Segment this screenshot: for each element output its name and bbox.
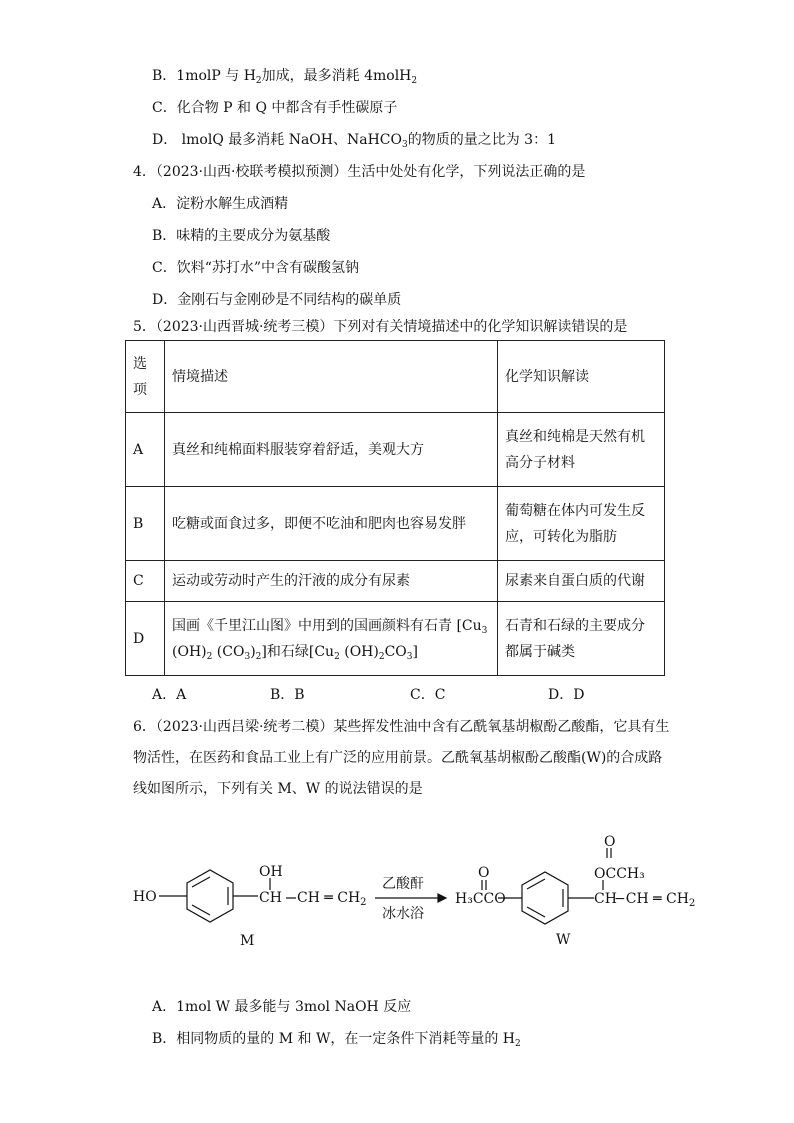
table-row	[126, 561, 665, 602]
q4-option-b: B．味精的主要成分为氨基酸	[152, 228, 331, 244]
m-ch-label: CH	[259, 890, 282, 906]
row-description: 吃糖或面食过多，即便不吃油和肥肉也容易发胖	[165, 487, 498, 561]
q5-table	[125, 340, 665, 676]
m-oh-label: OH	[259, 864, 283, 880]
q5-answer-d: D．D	[548, 687, 585, 703]
q6-option-a: A．1mol W 最多能与 3mol NaOH 反应	[152, 999, 412, 1015]
row-description: 国画《千里江山图》中用到的国画颜料有石青 [$Cu_3$ $(OH)_2$ $(CO_3)_2$]和石绿[$Cu_2$ $(OH)_2CO_3$]	[165, 602, 498, 676]
table-header-row	[126, 341, 665, 413]
w-compound-label: W	[556, 932, 571, 948]
q6-option-b: B．相同物质的量的 M 和 W，在一定条件下消耗等量的 $H_2$	[152, 1031, 521, 1049]
w-carbonyl-o-left: O	[478, 865, 490, 881]
w-carbonyl-o-top: O	[604, 834, 616, 850]
row-explanation: 尿素来自蛋白质的代谢	[498, 561, 665, 602]
row-option: A	[126, 413, 165, 487]
m-ho-label: HO	[133, 889, 157, 905]
row-option: B	[126, 487, 165, 561]
w-occh3-label: OCCH₃	[594, 866, 645, 882]
q4-option-a: A．淀粉水解生成酒精	[152, 196, 289, 212]
reagent-bottom-label: 冰水浴	[382, 906, 424, 922]
benzene-ring-m	[187, 870, 233, 922]
header-option: 选项	[126, 341, 165, 413]
table-row	[126, 487, 665, 561]
row-option: D	[126, 602, 165, 676]
row-description: 运动或劳动时产生的汗液的成分有尿素	[165, 561, 498, 602]
w-h3cco-label: H₃CCO	[455, 891, 506, 907]
q5-answer-c: C．C	[410, 687, 446, 703]
m-compound-label: M	[240, 933, 255, 949]
q5-answer-b: B．B	[270, 687, 305, 703]
m-chain-label: CH ═ $CH_2$	[297, 890, 367, 908]
header-description: 情境描述	[165, 341, 498, 413]
q4-option-d: D．金刚石与金刚砂是不同结构的碳单质	[152, 292, 402, 308]
q3-option-d: D． lmolQ 最多消耗 NaOH、NaHCO$_3$的物质的量之比为 3：1	[152, 132, 556, 150]
q5-answer-a: A．A	[152, 687, 187, 703]
q6-stem-line-1: 6．（2023·山西吕梁·统考二模）某些挥发性油中含有乙酰氧基胡椒酚乙酸酯，它具有生	[133, 719, 670, 735]
q4-stem: 4．（2023·山西·校联考模拟预测）生活中处处有化学，下列说法正确的是	[133, 164, 586, 180]
synthesis-scheme	[0, 830, 794, 960]
table-row	[126, 602, 665, 676]
w-ch-label: CH	[594, 891, 617, 907]
q6-stem-line-2: 物活性，在医药和食品工业上有广泛的应用前景。乙酰氧基胡椒酚乙酸酯(W)的合成路	[133, 750, 663, 766]
w-chain-label: −CH ═ $CH_2$	[614, 891, 696, 909]
q6-stem-line-3: 线如图所示，下列有关 M、W 的说法错误的是	[133, 781, 423, 797]
q5-stem: 5．（2023·山西晋城·统考三模）下列对有关情境描述中的化学知识解读错误的是	[133, 319, 628, 335]
header-explanation: 化学知识解读	[498, 341, 665, 413]
q3-option-b: B．1molP 与 $H_2$加成，最多消耗 4molH$_2$	[152, 68, 418, 86]
q4-option-c: C．饮料“苏打水”中含有碳酸氢钠	[152, 260, 360, 276]
q3-option-c: C．化合物 P 和 Q 中都含有手性碳原子	[152, 100, 398, 116]
table-row	[126, 413, 665, 487]
row-explanation: 石青和石绿的主要成分都属于碱类	[498, 602, 665, 676]
benzene-ring-w	[522, 872, 568, 924]
row-explanation: 真丝和纯棉是天然有机高分子材料	[498, 413, 665, 487]
row-option: C	[126, 561, 165, 602]
reagent-top-label: 乙酸酐	[382, 876, 424, 892]
row-description: 真丝和纯棉面料服装穿着舒适，美观大方	[165, 413, 498, 487]
row-explanation: 葡萄糖在体内可发生反应，可转化为脂肪	[498, 487, 665, 561]
